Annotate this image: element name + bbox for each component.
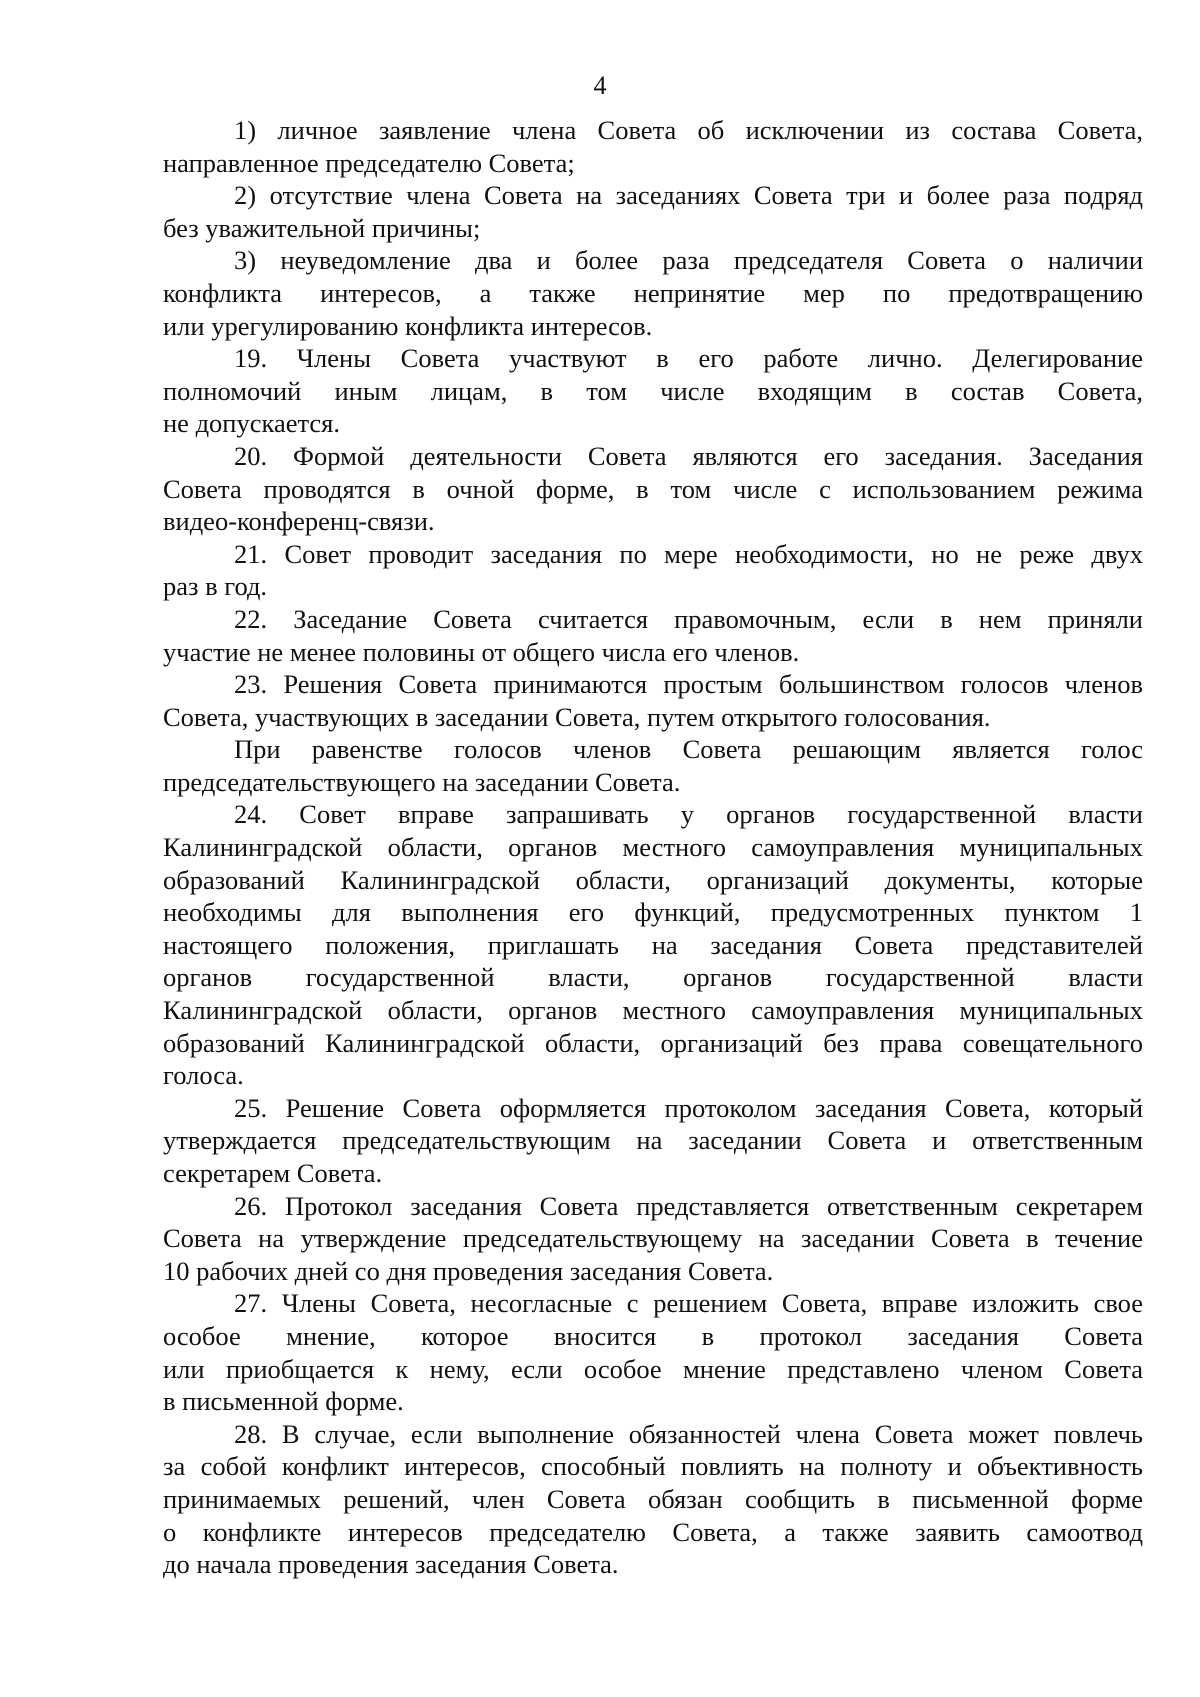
text-line: утверждается председательствующим на заседании Совета и ответственным [163, 1125, 1143, 1156]
text-line: Калининградской области, органов местного самоуправления муниципальных [163, 995, 1143, 1026]
text-line: При равенстве голосов членов Совета решающим является голос [234, 734, 1143, 765]
text-line: 3) неуведомление два и более раза председателя Совета о наличии [234, 245, 1143, 276]
text-line: направленное председателю Совета; [163, 147, 575, 178]
text-line: в письменной форме. [163, 1386, 404, 1417]
text-line: или урегулированию конфликта интересов. [163, 310, 653, 341]
text-line: органов государственной власти, органов государственной власти [163, 962, 1143, 993]
text-line: настоящего положения, приглашать на заседания Совета представителей [163, 929, 1143, 960]
text-line: конфликта интересов, а также непринятие мер по предотвращению [163, 277, 1143, 308]
paragraph-1 [163, 114, 1143, 179]
text-line: необходимы для выполнения его функций, предусмотренных пунктом 1 [163, 897, 1143, 928]
text-line: Совета проводятся в очной форме, в том числе с использованием режима [163, 473, 1143, 504]
text-line: раз в год. [163, 571, 268, 602]
text-line: 22. Заседание Совета считается правомочным, если в нем приняли [234, 603, 1143, 634]
text-line: 19. Члены Совета участвуют в его работе лично. Делегирование [234, 343, 1143, 374]
paragraph-2 [163, 179, 1143, 244]
text-line: Совета на утверждение председательствующему на заседании Совета в течение [163, 1223, 1143, 1254]
text-line: или приобщается к нему, если особое мнение представлено членом Совета [163, 1353, 1143, 1384]
text-line: 28. В случае, если выполнение обязанностей члена Совета может повлечь [234, 1418, 1143, 1449]
text-line: 26. Протокол заседания Совета представляется ответственным секретарем [234, 1190, 1143, 1221]
text-line: 2) отсутствие члена Совета на заседаниях Совета три и более раза подряд [234, 180, 1143, 211]
paragraph-24 [163, 798, 1143, 1091]
paragraph-26 [163, 1190, 1143, 1288]
paragraph-22 [163, 603, 1143, 668]
text-line: особое мнение, которое вносится в протокол заседания Совета [163, 1320, 1143, 1351]
text-line: 20. Формой деятельности Совета являются его заседания. Заседания [234, 440, 1143, 471]
text-line: до начала проведения заседания Совета. [163, 1549, 619, 1580]
text-line: 21. Совет проводит заседания по мере необходимости, но не реже двух [234, 538, 1143, 569]
text-line: 27. Члены Совета, несогласные с решением Совета, вправе изложить свое [234, 1288, 1143, 1319]
text-line: 25. Решение Совета оформляется протоколом заседания Совета, который [234, 1092, 1143, 1123]
text-line: голоса. [163, 1060, 244, 1091]
text-line: участие не менее половины от общего числа его членов. [163, 636, 800, 667]
text-line: Совета, участвующих в заседании Совета, путем открытого голосования. [163, 701, 991, 732]
text-line: видео-конференц-связи. [163, 506, 435, 537]
text-line: о конфликте интересов председателю Совета, а также заявить самоотвод [163, 1516, 1143, 1547]
text-line: принимаемых решений, член Совета обязан сообщить в письменной форме [163, 1483, 1143, 1514]
paragraph-20 [163, 440, 1143, 538]
paragraph-19 [163, 342, 1143, 440]
text-line: секретарем Совета. [163, 1158, 383, 1188]
text-line: 23. Решения Совета принимаются простым большинством голосов членов [234, 669, 1143, 700]
paragraph-3 [163, 244, 1143, 342]
text-line: полномочий иным лицам, в том числе входящим в состав Совета, [163, 375, 1143, 406]
paragraph-27 [163, 1287, 1143, 1417]
paragraph-21 [163, 538, 1143, 603]
document-body [163, 114, 1143, 1581]
text-line: 1) личное заявление члена Совета об исключении из состава Совета, [234, 115, 1143, 145]
text-line: председательствующего на заседании Совета. [163, 766, 681, 797]
text-line: 10 рабочих дней со дня проведения заседания Совета. [163, 1255, 774, 1286]
text-line: Калининградской области, органов местного самоуправления муниципальных [163, 832, 1143, 863]
paragraph-23-continued [163, 733, 1143, 798]
text-line: образований Калининградской области, организаций без права совещательного [163, 1027, 1143, 1058]
text-line: 24. Совет вправе запрашивать у органов государственной власти [234, 799, 1143, 830]
paragraph-28 [163, 1418, 1143, 1581]
text-line: образований Калининградской области, организаций документы, которые [163, 864, 1143, 895]
paragraph-23 [163, 668, 1143, 733]
paragraph-25 [163, 1092, 1143, 1190]
text-line: за собой конфликт интересов, способный повлиять на полноту и объективность [163, 1451, 1143, 1482]
text-line: не допускается. [163, 408, 340, 439]
text-line: без уважительной причины; [163, 212, 481, 243]
page-number: 4 [593, 71, 607, 100]
